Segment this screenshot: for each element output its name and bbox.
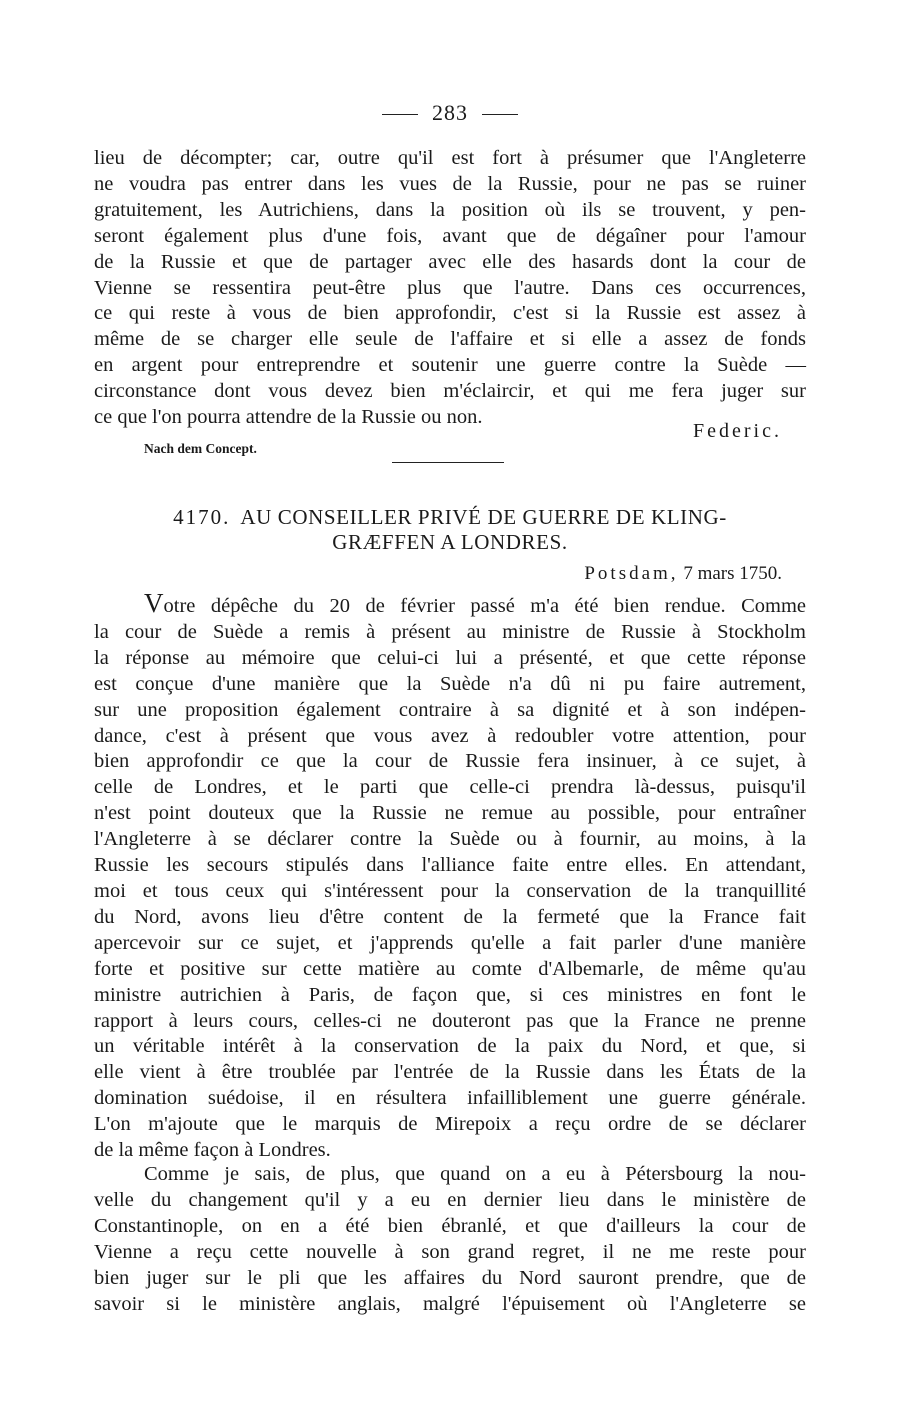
text-line: forte et positive sur cette matière au comte d'Albemarle, de même qu'au bbox=[94, 957, 806, 980]
text-line: Constantinople, on en a été bien ébranlé, et que d'ailleurs la cour de bbox=[94, 1214, 806, 1237]
text-line: savoir si le ministère anglais, malgré l'épuisement où l'Angleterre se bbox=[94, 1292, 806, 1315]
text-line: moi et tous ceux qui s'intéressent pour la conservation de la tranquillité bbox=[94, 879, 806, 902]
text-line: est conçue d'une manière que la Suède n'a dû ni pu faire autrement, bbox=[94, 672, 806, 695]
text-line: rapport à leurs cours, celles-ci ne douteront pas que la France ne prenne bbox=[94, 1009, 806, 1032]
text-line: la réponse au mémoire que celui-ci lui a présenté, et que cette réponse bbox=[94, 646, 806, 669]
page-number-value: 283 bbox=[432, 100, 468, 125]
letter-heading bbox=[94, 505, 806, 555]
text-line: l'Angleterre à se déclarer contre la Suède ou à fournir, au moins, à la bbox=[94, 828, 806, 851]
text-line: seront également plus d'une fois, avant que de dégaîner pour l'amour bbox=[94, 224, 806, 247]
date-value: 7 mars 1750. bbox=[683, 563, 782, 584]
text-line: elle vient à être troublée par l'entrée de la Russie dans les États de la bbox=[94, 1061, 806, 1084]
page-number-right-rule bbox=[482, 114, 518, 115]
heading-text-1: AU CONSEILLER PRIVÉ DE GUERRE DE KLING- bbox=[240, 505, 727, 529]
text-line: un véritable intérêt à la conservation de la paix du Nord, et que, si bbox=[94, 1035, 806, 1058]
text-line: Vienne a reçu cette nouvelle à son grand regret, il ne me reste pour bbox=[94, 1240, 806, 1263]
text-line: circonstance dont vous devez bien m'éclaircir, et qui me fera juger sur bbox=[94, 380, 806, 403]
text-line: la cour de Suède a remis à présent au ministre de Russie à Stockholm bbox=[94, 620, 806, 643]
text-line: celle de Londres, et le parti que celle-ci prendra là-dessus, puisqu'il bbox=[94, 776, 806, 799]
text-line: ce qui reste à vous de bien approfondir, c'est si la Russie est assez à bbox=[94, 302, 806, 325]
section-divider bbox=[392, 462, 504, 463]
text-line: Russie les secours stipulés dans l'alliance faite entre elles. En attendant, bbox=[94, 854, 806, 877]
text-line: apercevoir sur ce sujet, et j'apprends qu'elle a fait parler d'une manière bbox=[94, 931, 806, 954]
text-line: gratuitement, les Autrichiens, dans la position où ils se trouvent, y pen- bbox=[94, 198, 806, 221]
heading-line-2: GRÆFFEN A LONDRES. bbox=[332, 530, 568, 554]
text-line-rest: otre dépêche du 20 de février passé m'a été bien rendue. Comme bbox=[163, 595, 806, 617]
text-line: n'est point douteux que la Russie ne remue au possible, pour entraîner bbox=[94, 802, 806, 825]
text-line: de la même façon à Londres. bbox=[94, 1139, 331, 1162]
dateline bbox=[584, 563, 782, 585]
text-line: Comme je sais, de plus, que quand on a eu à Pétersbourg la nou- bbox=[144, 1163, 806, 1185]
text-line: du Nord, avons lieu d'être content de la fermeté que la France fait bbox=[94, 905, 806, 928]
text-line: bien approfondir ce que la cour de Russie fera insinuer, à ce sujet, à bbox=[94, 750, 806, 773]
letter-number: 4170. bbox=[173, 505, 231, 529]
text-line: Vienne se ressentira peut-être plus que l'autre. Dans ces occurrences, bbox=[94, 276, 806, 299]
text-line: lieu de décompter; car, outre qu'il est fort à présumer que l'Angleterre bbox=[94, 147, 806, 169]
signature: Federic. bbox=[693, 420, 782, 442]
text-line bbox=[94, 588, 806, 620]
letter-paragraph-1 bbox=[94, 588, 806, 1164]
page-number bbox=[0, 100, 900, 126]
text-line: de la Russie et que de partager avec elle des hasards dont la cour de bbox=[94, 250, 806, 273]
previous-letter-ending bbox=[94, 146, 806, 431]
text-line: velle du changement qu'il y a eu en dernier lieu dans le ministère de bbox=[94, 1188, 806, 1211]
text-line: ce que l'on pourra attendre de la Russie ou non. bbox=[94, 406, 483, 429]
text-line: bien juger sur le pli que les affaires du Nord sauront prendre, que de bbox=[94, 1266, 806, 1289]
text-line: ministre autrichien à Paris, de façon que, si ces ministres en font le bbox=[94, 983, 806, 1006]
source-note: Nach dem Concept. bbox=[144, 441, 257, 456]
date-place: Potsdam, bbox=[584, 563, 679, 584]
text-line: sur une proposition également contraire à sa dignité et à son indépen- bbox=[94, 698, 806, 721]
text-line: même de se charger elle seule de l'affaire et si elle a assez de fonds bbox=[94, 328, 806, 351]
page-number-left-rule bbox=[382, 114, 418, 115]
text-line: dance, c'est à présent que vous avez à redoubler votre attention, pour bbox=[94, 724, 806, 747]
heading-line-1 bbox=[94, 505, 806, 530]
text-line: en argent pour entreprendre et soutenir une guerre contre la Suède — bbox=[94, 354, 806, 377]
letter-paragraph-2 bbox=[94, 1162, 806, 1317]
text-line: L'on m'ajoute que le marquis de Mirepoix a reçu ordre de se déclarer bbox=[94, 1113, 806, 1136]
drop-initial: V bbox=[144, 588, 164, 618]
text-line: domination suédoise, il en résultera infailliblement une guerre générale. bbox=[94, 1087, 806, 1110]
text-line: ne voudra pas entrer dans les vues de la Russie, pour ne pas se ruiner bbox=[94, 172, 806, 195]
